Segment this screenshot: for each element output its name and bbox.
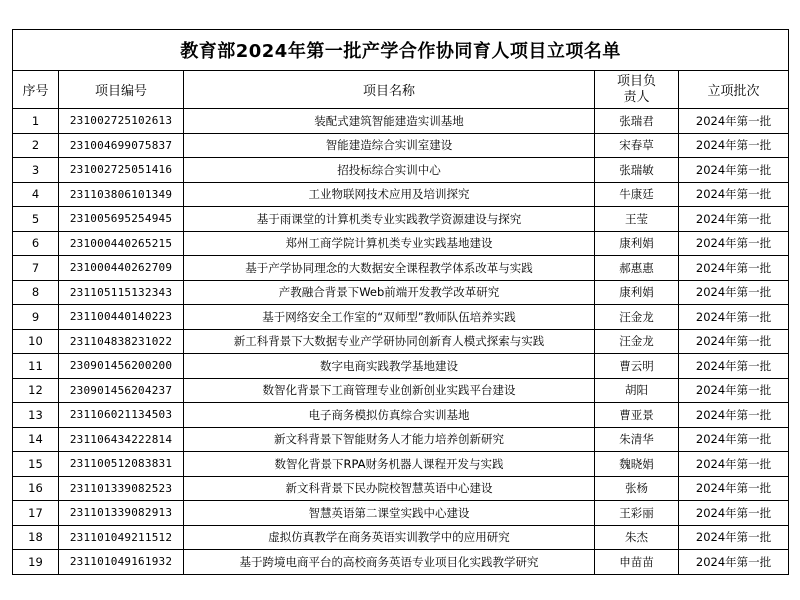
row-project-code: 231100440140223 — [59, 305, 184, 330]
row-project-leader: 胡阳 — [595, 378, 679, 403]
row-project-code: 230901456200200 — [59, 354, 184, 379]
row-project-leader: 张瑞敏 — [595, 158, 679, 183]
row-project-leader: 王莹 — [595, 207, 679, 232]
row-seq: 11 — [13, 354, 59, 379]
row-batch: 2024年第一批 — [679, 550, 789, 575]
row-project-name: 装配式建筑智能建造实训基地 — [184, 109, 595, 134]
row-project-name: 虚拟仿真教学在商务英语实训教学中的应用研究 — [184, 525, 595, 550]
table-row — [13, 452, 789, 477]
row-project-code: 231100512083831 — [59, 452, 184, 477]
row-seq: 1 — [13, 109, 59, 134]
row-project-name: 产教融合背景下Web前端开发教学改革研究 — [184, 280, 595, 305]
row-project-code: 231000440265215 — [59, 231, 184, 256]
row-seq: 15 — [13, 452, 59, 477]
row-seq: 14 — [13, 427, 59, 452]
row-project-code: 231101339082913 — [59, 501, 184, 526]
header-seq: 序号 — [13, 71, 59, 109]
table-row — [13, 403, 789, 428]
row-project-leader: 宋春草 — [595, 133, 679, 158]
table-row — [13, 280, 789, 305]
row-project-leader: 曹云明 — [595, 354, 679, 379]
row-seq: 6 — [13, 231, 59, 256]
table-row — [13, 305, 789, 330]
table-title: 教育部2024年第一批产学合作协同育人项目立项名单 — [13, 30, 789, 71]
row-batch: 2024年第一批 — [679, 452, 789, 477]
row-batch: 2024年第一批 — [679, 256, 789, 281]
row-project-code: 231104838231022 — [59, 329, 184, 354]
row-project-leader: 汪金龙 — [595, 305, 679, 330]
row-project-name: 电子商务模拟仿真综合实训基地 — [184, 403, 595, 428]
row-project-name: 基于产学协同理念的大数据安全课程教学体系改革与实践 — [184, 256, 595, 281]
row-seq: 4 — [13, 182, 59, 207]
row-project-name: 智慧英语第二课堂实践中心建设 — [184, 501, 595, 526]
row-batch: 2024年第一批 — [679, 109, 789, 134]
row-project-name: 新文科背景下民办院校智慧英语中心建设 — [184, 476, 595, 501]
table-row — [13, 256, 789, 281]
table-row — [13, 182, 789, 207]
row-project-name: 基于网络安全工作室的“双师型”教师队伍培养实践 — [184, 305, 595, 330]
row-seq: 10 — [13, 329, 59, 354]
header-leader — [595, 71, 679, 109]
row-project-code: 231004699075837 — [59, 133, 184, 158]
row-project-leader: 汪金龙 — [595, 329, 679, 354]
row-batch: 2024年第一批 — [679, 280, 789, 305]
row-batch: 2024年第一批 — [679, 378, 789, 403]
row-project-code: 231101049211512 — [59, 525, 184, 550]
row-seq: 19 — [13, 550, 59, 575]
row-project-code: 231101339082523 — [59, 476, 184, 501]
row-project-name: 基于雨课堂的计算机类专业实践教学资源建设与探究 — [184, 207, 595, 232]
table-body — [13, 109, 789, 575]
row-batch: 2024年第一批 — [679, 354, 789, 379]
row-seq: 13 — [13, 403, 59, 428]
row-batch: 2024年第一批 — [679, 476, 789, 501]
row-project-code: 231101049161932 — [59, 550, 184, 575]
table-row — [13, 231, 789, 256]
row-project-code: 231000440262709 — [59, 256, 184, 281]
table-row — [13, 329, 789, 354]
row-project-leader: 朱清华 — [595, 427, 679, 452]
row-project-leader: 康利娟 — [595, 280, 679, 305]
table-row — [13, 378, 789, 403]
header-batch: 立项批次 — [679, 71, 789, 109]
row-seq: 7 — [13, 256, 59, 281]
header-code: 项目编号 — [59, 71, 184, 109]
row-project-code: 231002725051416 — [59, 158, 184, 183]
table-row — [13, 476, 789, 501]
row-seq: 3 — [13, 158, 59, 183]
row-seq: 5 — [13, 207, 59, 232]
row-project-name: 郑州工商学院计算机类专业实践基地建设 — [184, 231, 595, 256]
row-project-name: 数智化背景下RPA财务机器人课程开发与实践 — [184, 452, 595, 477]
table-row — [13, 207, 789, 232]
row-project-leader: 张瑞君 — [595, 109, 679, 134]
row-project-leader: 申苗苗 — [595, 550, 679, 575]
header-leader-text: 项目负责人 — [617, 73, 657, 105]
row-batch: 2024年第一批 — [679, 427, 789, 452]
row-project-leader: 王彩丽 — [595, 501, 679, 526]
table-row — [13, 550, 789, 575]
row-batch: 2024年第一批 — [679, 231, 789, 256]
row-batch: 2024年第一批 — [679, 329, 789, 354]
row-project-leader: 郝惠惠 — [595, 256, 679, 281]
row-project-name: 新文科背景下智能财务人才能力培养创新研究 — [184, 427, 595, 452]
row-project-code: 230901456204237 — [59, 378, 184, 403]
row-project-name: 数智化背景下工商管理专业创新创业实践平台建设 — [184, 378, 595, 403]
row-project-leader: 曹亚景 — [595, 403, 679, 428]
row-seq: 16 — [13, 476, 59, 501]
row-project-leader: 牛康廷 — [595, 182, 679, 207]
row-project-leader: 朱杰 — [595, 525, 679, 550]
row-seq: 17 — [13, 501, 59, 526]
row-batch: 2024年第一批 — [679, 158, 789, 183]
row-seq: 2 — [13, 133, 59, 158]
table-row — [13, 133, 789, 158]
row-project-code: 231103806101349 — [59, 182, 184, 207]
row-project-code: 231106434222814 — [59, 427, 184, 452]
row-project-code: 231105115132343 — [59, 280, 184, 305]
table-row — [13, 525, 789, 550]
row-batch: 2024年第一批 — [679, 182, 789, 207]
table-row — [13, 427, 789, 452]
row-seq: 8 — [13, 280, 59, 305]
table-row — [13, 109, 789, 134]
row-project-code: 231002725102613 — [59, 109, 184, 134]
row-seq: 9 — [13, 305, 59, 330]
table-row — [13, 158, 789, 183]
row-seq: 18 — [13, 525, 59, 550]
row-project-code: 231106021134503 — [59, 403, 184, 428]
row-batch: 2024年第一批 — [679, 403, 789, 428]
row-batch: 2024年第一批 — [679, 525, 789, 550]
row-project-name: 工业物联网技术应用及培训探究 — [184, 182, 595, 207]
project-list-table — [12, 29, 789, 575]
header-row — [13, 71, 789, 109]
row-project-name: 智能建造综合实训室建设 — [184, 133, 595, 158]
table-row — [13, 501, 789, 526]
row-project-code: 231005695254945 — [59, 207, 184, 232]
table-row — [13, 354, 789, 379]
row-batch: 2024年第一批 — [679, 133, 789, 158]
row-project-name: 招投标综合实训中心 — [184, 158, 595, 183]
row-project-leader: 魏晓娟 — [595, 452, 679, 477]
row-project-leader: 张杨 — [595, 476, 679, 501]
row-seq: 12 — [13, 378, 59, 403]
header-name: 项目名称 — [184, 71, 595, 109]
row-project-name: 基于跨境电商平台的高校商务英语专业项目化实践教学研究 — [184, 550, 595, 575]
row-batch: 2024年第一批 — [679, 305, 789, 330]
row-batch: 2024年第一批 — [679, 207, 789, 232]
row-batch: 2024年第一批 — [679, 501, 789, 526]
row-project-leader: 康利娟 — [595, 231, 679, 256]
row-project-name: 数字电商实践教学基地建设 — [184, 354, 595, 379]
row-project-name: 新工科背景下大数据专业产学研协同创新育人模式探索与实践 — [184, 329, 595, 354]
